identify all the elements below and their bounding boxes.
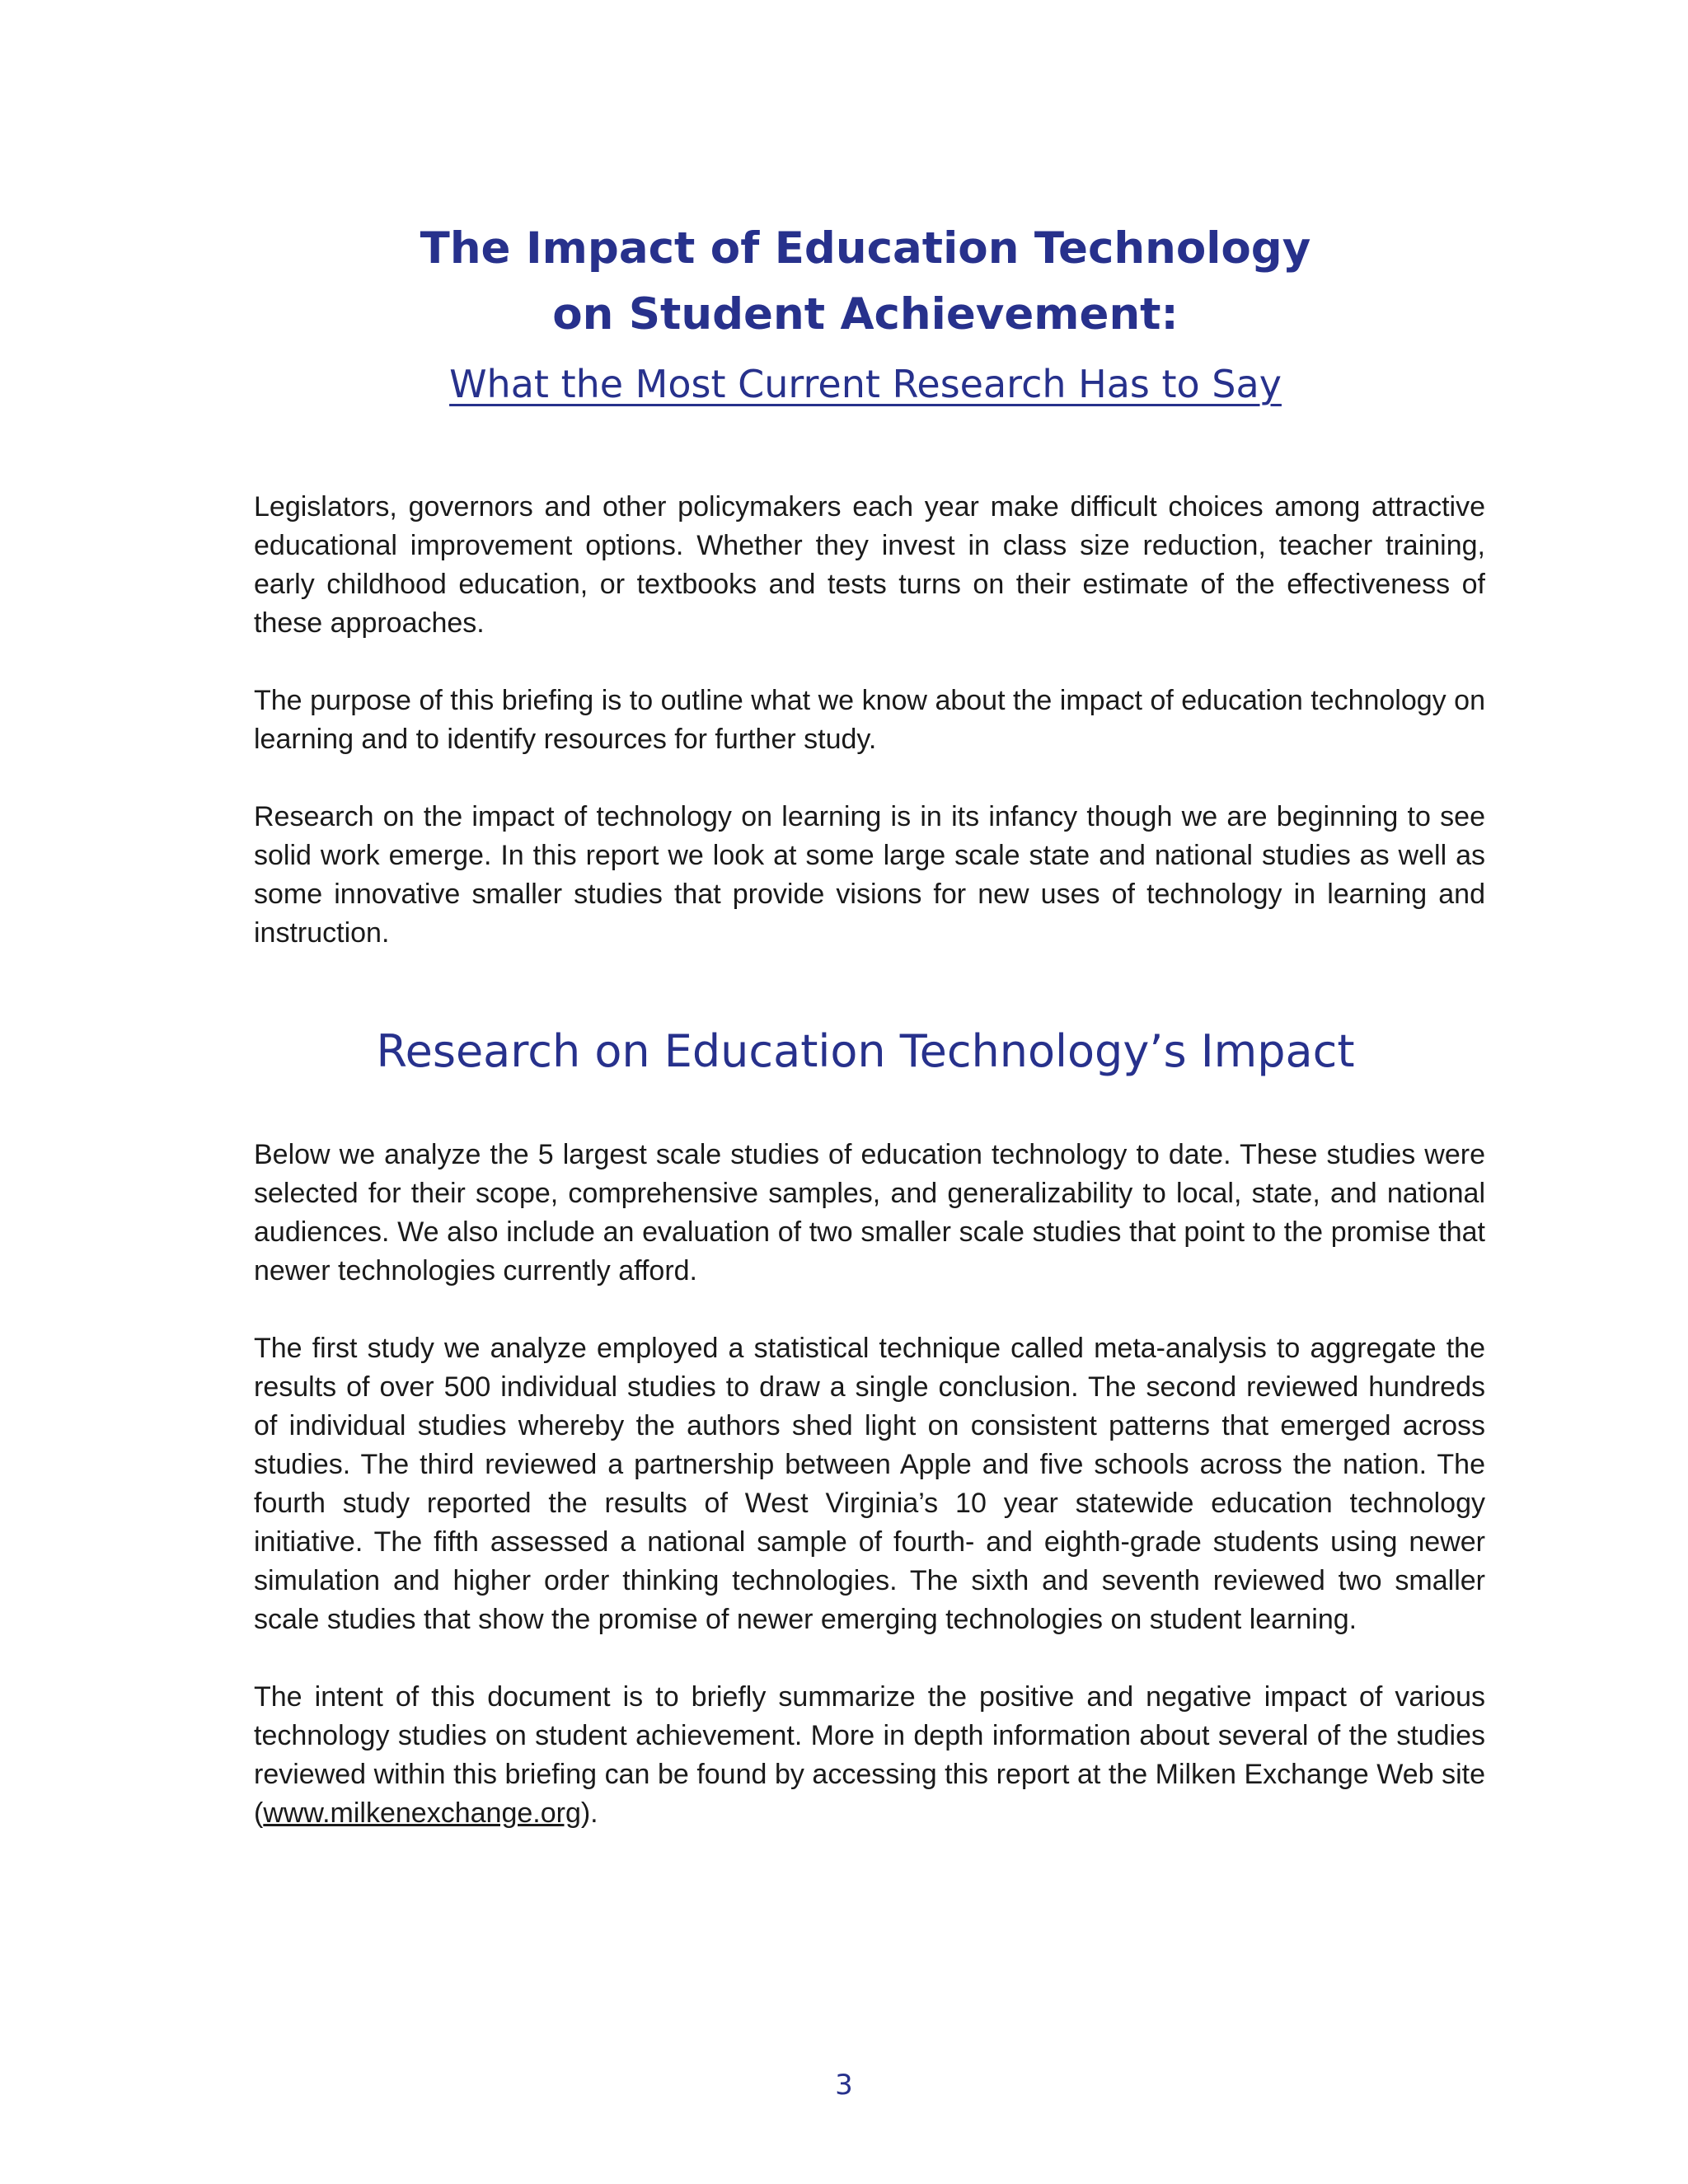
milken-exchange-link[interactable]: www.milkenexchange.org	[263, 1797, 581, 1829]
body-paragraph: Below we analyze the 5 largest scale studies of education technology to date. These studies were selected for their scope, comprehensive samples, and generalizability to local, state, and national audiences. We also include an evaluation of two smaller scale studies that point to the promise that newer technologies currently afford.	[254, 1139, 1485, 1286]
intro-paragraph: Research on the impact of technology on learning is in its infancy though we are beginning to see solid work emerge. In this report we look at some large scale state and national studies as well as some innovative smaller studies that provide visions for new uses of technology in learning and instruction.	[254, 801, 1485, 949]
closing-text: The intent of this document is to briefly summarize the positive and negative impact of various technology studies on student achievement. More in depth information about several of the studies reviewed within this briefing can be found by accessing this report at the Milken Exchange Web site (	[254, 1681, 1485, 1829]
document-subtitle: What the Most Current Research Has to Say	[449, 362, 1282, 406]
page-number: 3	[835, 2069, 853, 2102]
intro-paragraph: Legislators, governors and other policymakers each year make difficult choices among attractive educational improvement options. Whether they invest in class size reduction, teacher training, early childhood education, or textbooks and tests turns on their estimate of the effectiveness of these approaches.	[254, 491, 1485, 639]
title-block	[0, 216, 1688, 409]
body-paragraph: The first study we analyze employed a statistical technique called meta-analysis to aggregate the results of over 500 individual studies to draw a single conclusion. The second reviewed hundreds of individual studies whereby the authors shed light on consistent patterns that emerged across studies. The third reviewed a partnership between Apple and five schools across the nation. The fourth study reported the results of West Virginia’s 10 year statewide education technology initiative. The fifth assessed a national sample of fourth- and eighth-grade students using newer simulation and higher order thinking technologies. The sixth and seventh reviewed two smaller scale studies that show the promise of newer emerging technologies on student learning.	[254, 1333, 1485, 1635]
intro-paragraph: The purpose of this briefing is to outline what we know about the impact of education technology on learning and to identify resources for further study.	[254, 685, 1485, 755]
intro-section	[254, 488, 1485, 991]
closing-end: ).	[580, 1797, 598, 1829]
document-title-line-2: on Student Achievement:	[552, 289, 1179, 340]
closing-paragraph	[254, 1678, 1485, 1833]
section-heading: Research on Education Technology’s Impact	[376, 1025, 1355, 1077]
document-title-line-1: The Impact of Education Technology	[420, 223, 1311, 274]
research-section	[254, 1136, 1485, 1872]
